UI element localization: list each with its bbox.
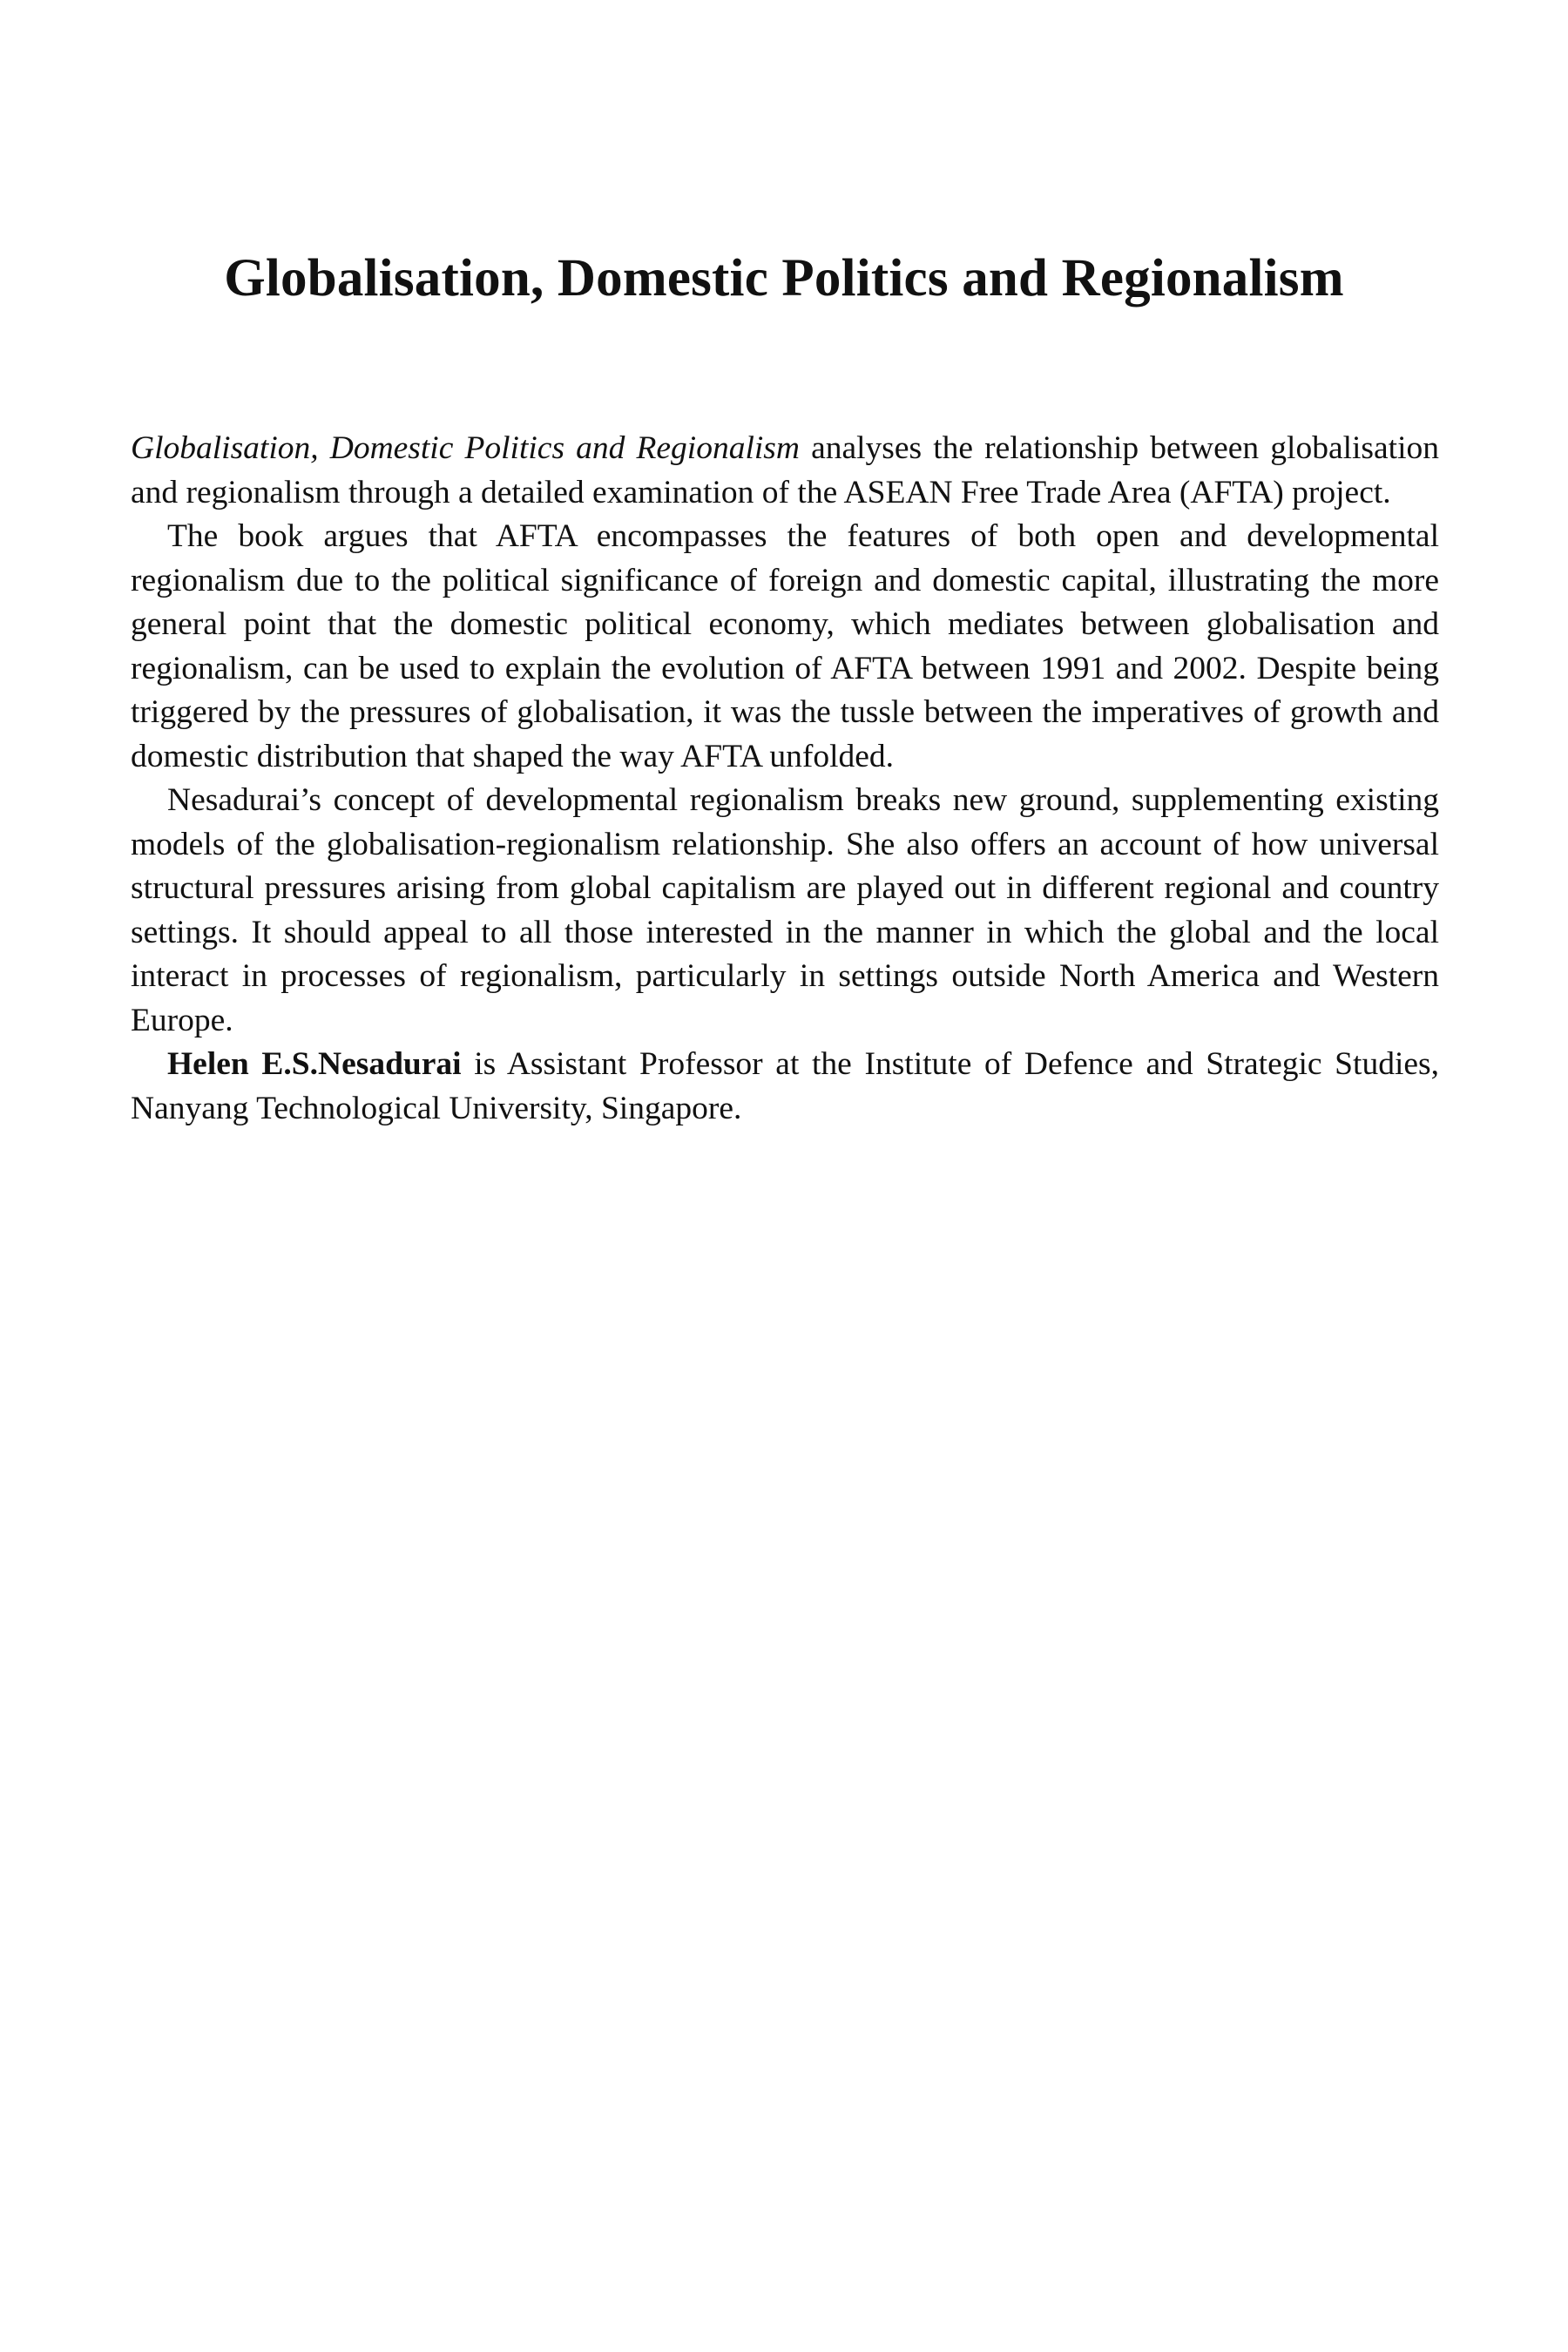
blurb-body [131,427,1439,1131]
paragraph-concept: Nesadurai’s concept of developmental regionalism breaks new ground, supplementing existing models of the globalisation-regionalism relationship. She also offers an account of how universal structural pressures arising from global capitalism are played out in different regional and country settings. It should appeal to all those interested in the manner in which the global and the local interact in processes of regionalism, particularly in settings outside North America and Western Europe. [131,782,1439,1038]
page-title: Globalisation, Domestic Politics and Regionalism [224,249,1344,308]
paragraph-intro-text: analyses the relationship between globalisation and regionalism through a detailed examination of the ASEAN Free Trade Area (AFTA) project. [131,430,1440,510]
paragraph-argument: The book argues that AFTA encompasses the features of both open and developmental regionalism due to the political significance of foreign and domestic capital, illustrating the more general point that the domestic political economy, which mediates between globalisation and regionalism, can be used to explain the evolution of AFTA between 1991 and 2002. Despite being triggered by the pressures of globalisation, it was the tussle between the imperatives of growth and domestic distribution that shaped the way AFTA unfolded. [131,518,1439,774]
book-title-italic: Globalisation, Domestic Politics and Regionalism [131,430,800,466]
paragraph-intro [131,427,1439,515]
author-bio-text: is Assistant Professor at the Institute of Defence and Strategic Studies, Nanyang Technological University, Singapore. [131,1046,1439,1126]
author-name: Helen E.S.Nesadurai [167,1046,462,1082]
paragraph-author-bio [131,1043,1439,1131]
